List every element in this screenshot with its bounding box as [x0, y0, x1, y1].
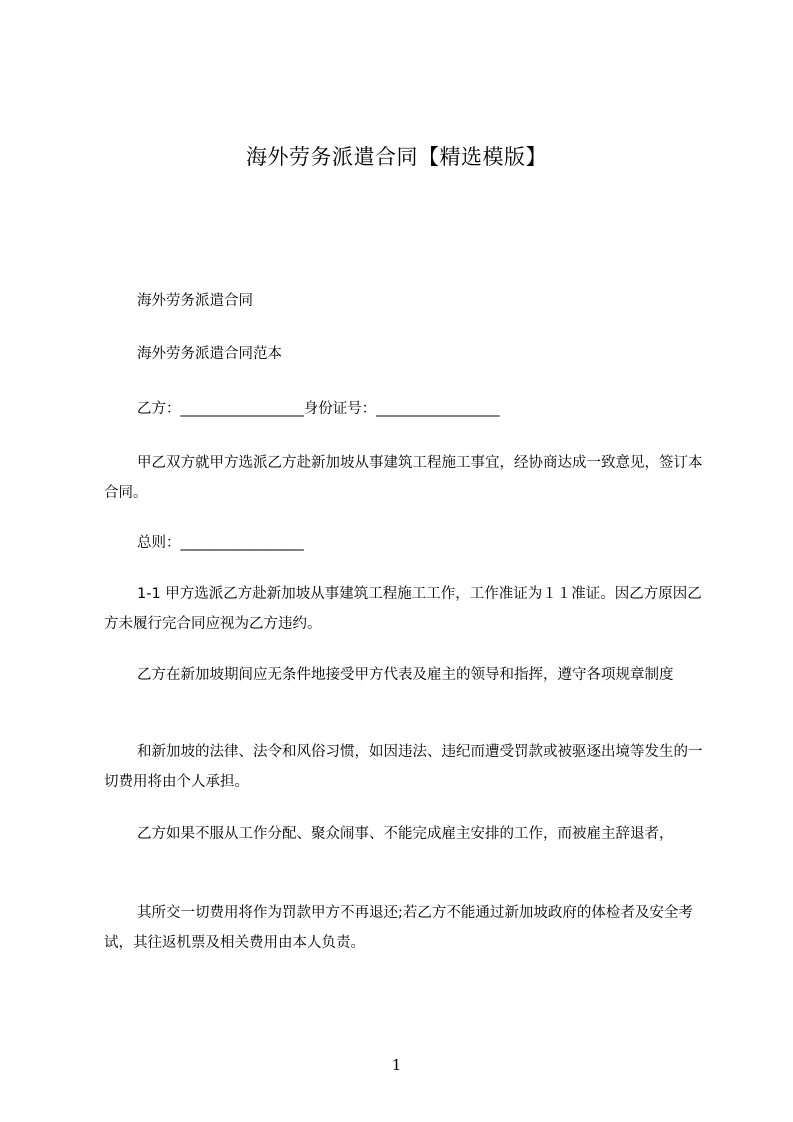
paragraph-contract-heading: 海外劳务派遣合同	[137, 293, 253, 309]
paragraph-obey-rules: 乙方在新加坡期间应无条件地接受甲方代表及雇主的领导和指挥，遵守各项规章制度	[137, 667, 674, 683]
page-title: 海外劳务派遣合同【精选模版】	[246, 145, 547, 169]
paragraph-laws: 和新加坡的法律、法令和风俗习惯，如因违法、违纪而遭受罚款或被驱逐出境等发生的一切费用将由个人承担。	[104, 744, 703, 790]
paragraph-clause-1-1: 1-1 甲方选派乙方赴新加坡从事建筑工程施工工作，工作准证为１１准证。因乙方原因乙方未履行完合同应视为乙方违约。	[104, 586, 702, 632]
paragraph-dismissal: 乙方如果不服从工作分配、聚众闹事、不能完成雇主安排的工作，而被雇主辞退者，	[137, 826, 674, 842]
paragraph-general-rules: 总则：_________________	[137, 535, 304, 551]
paragraph-contract-sample: 海外劳务派遣合同范本	[137, 346, 282, 362]
page-number: 1	[391, 1056, 402, 1074]
paragraph-agreement: 甲乙双方就甲方选派乙方赴新加坡从事建筑工程施工事宜，经协商达成一致意见，签订本合同。	[104, 455, 703, 501]
paragraph-party-b-id: 乙方：_________________身份证号：_________________	[137, 401, 500, 417]
paragraph-fees: 其所交一切费用将作为罚款甲方不再退还;若乙方不能通过新加坡政府的体检者及安全考试，其往返机票及相关费用由本人负责。	[104, 905, 693, 951]
